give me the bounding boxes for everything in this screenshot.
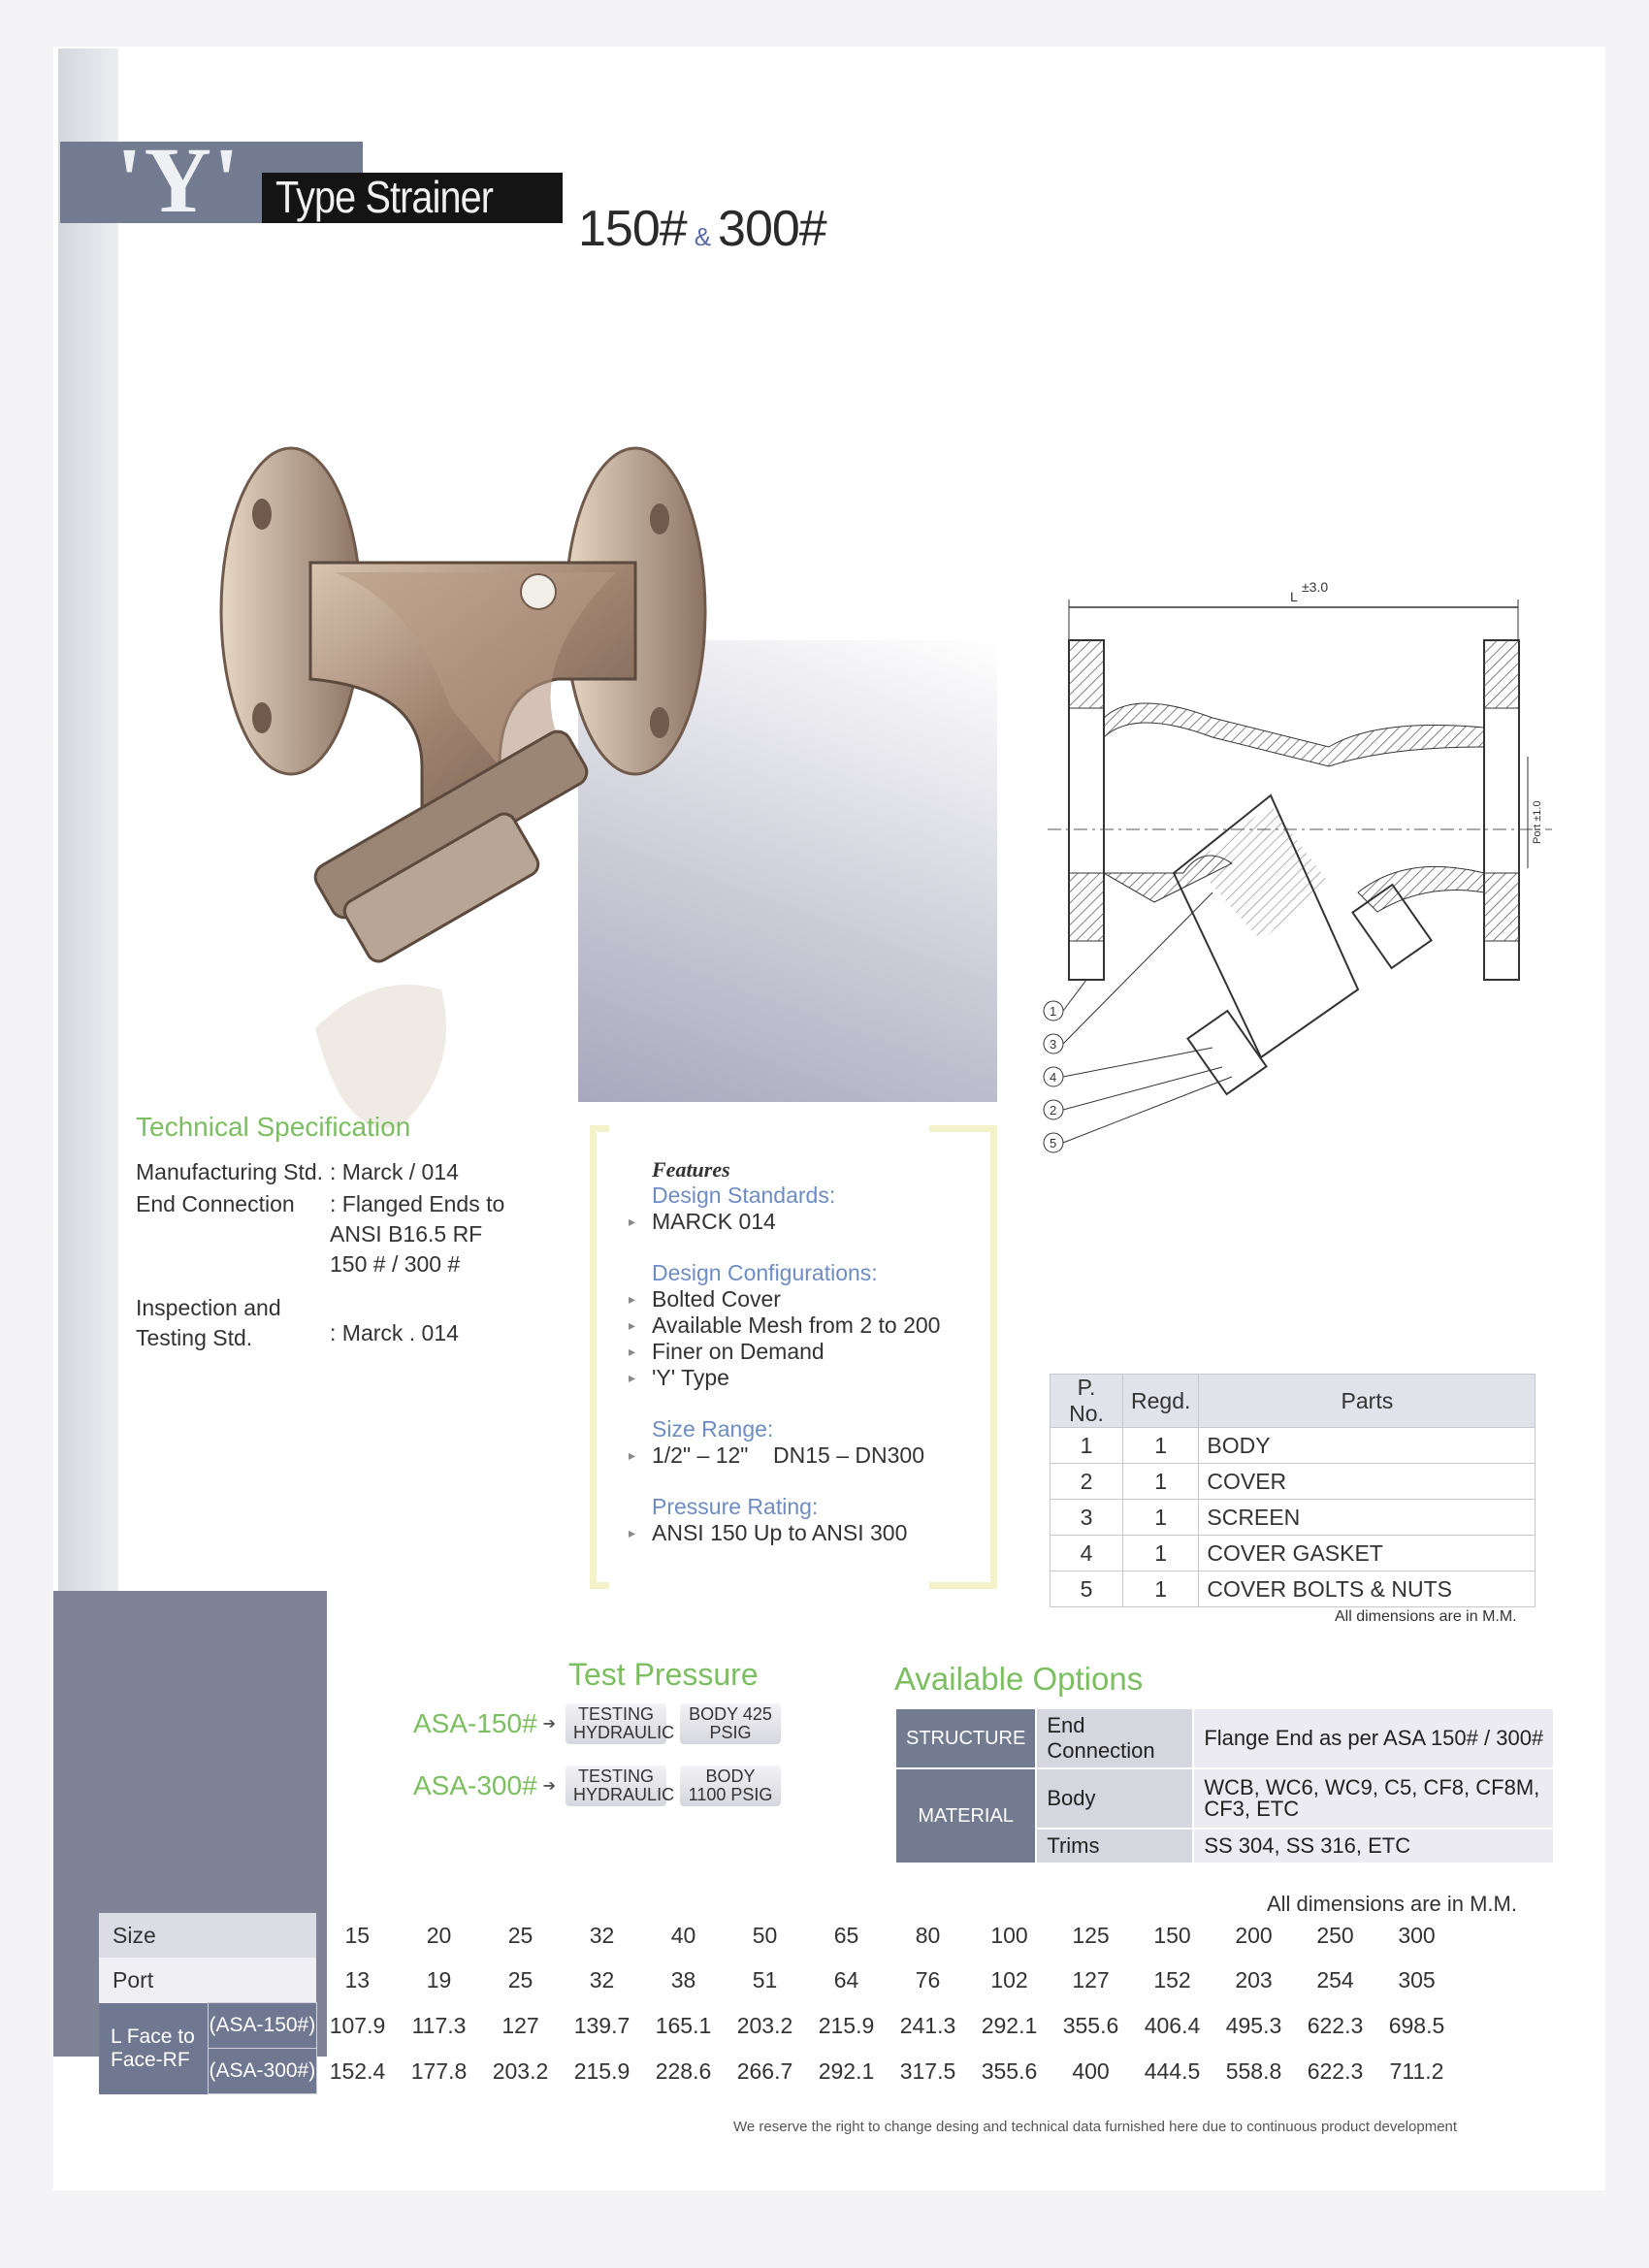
size-label: Size: [99, 1913, 316, 1958]
cell: 4: [1051, 1536, 1123, 1571]
header-class-300: 300#: [718, 201, 826, 257]
cell: SCREEN: [1199, 1500, 1536, 1536]
cell: 5: [1051, 1571, 1123, 1607]
end-connection-value: Flange End as per ASA 150# / 300#: [1193, 1708, 1554, 1768]
face-label: L Face to Face-RF: [99, 2003, 209, 2094]
arrow-icon: ➔: [542, 1716, 557, 1733]
header-pressure-class: [578, 200, 826, 258]
port-cell: 25: [507, 1966, 534, 1993]
port-row: [99, 1958, 1458, 2003]
strainer-section-diagram: [1038, 572, 1562, 1164]
table-row: [895, 1708, 1554, 1768]
port-cell: 32: [589, 1966, 615, 1993]
l300-cell: 215.9: [573, 2057, 630, 2084]
features-content: [619, 1156, 997, 1546]
table-row: [1051, 1500, 1536, 1536]
table-row: [895, 1768, 1554, 1829]
callout-5: 5: [1050, 1136, 1057, 1150]
cell: COVER GASKET: [1199, 1536, 1536, 1571]
left-band: [58, 49, 118, 1591]
structure-cell: STRUCTURE: [895, 1708, 1036, 1768]
footer-disclaimer: We reserve the right to change desing and technical data furnished here due to continuous product development: [733, 2119, 1458, 2135]
material-cell: MATERIAL: [895, 1768, 1036, 1863]
header-title: Type Strainer: [275, 172, 494, 222]
port-cell: 64: [833, 1966, 859, 1993]
l150-cell: 215.9: [818, 2012, 875, 2038]
l300-cell: 558.8: [1225, 2057, 1282, 2084]
cell: COVER: [1199, 1464, 1536, 1500]
header-y-letter: 'Y': [116, 128, 242, 232]
diagram-l-label: L: [1290, 589, 1298, 604]
parts-header: Regd.: [1123, 1375, 1199, 1428]
l300-cell: 622.3: [1307, 2057, 1364, 2084]
features-title: Features: [652, 1157, 730, 1182]
design-configurations-label: Design Configurations:: [652, 1260, 878, 1285]
size-range-label: Size Range:: [652, 1416, 774, 1442]
parts-table: [1050, 1374, 1536, 1607]
port-cell: 127: [1072, 1966, 1110, 1993]
parts-note: All dimensions are in M.M.: [1335, 1608, 1517, 1625]
tech-spec-list: [136, 1157, 543, 1353]
asa150-row: [99, 2003, 1458, 2049]
table-row: [1051, 1428, 1536, 1464]
test-class: ASA-300#: [413, 1770, 537, 1800]
l300-cell: 203.2: [492, 2057, 549, 2084]
size-cell: 25: [507, 1922, 534, 1948]
l300-cell: 355.6: [981, 2057, 1038, 2084]
trims-label: Trims: [1036, 1829, 1193, 1863]
l150-cell: 406.4: [1144, 2012, 1201, 2038]
callout-4: 2: [1050, 1103, 1057, 1118]
size-cell: 250: [1316, 1922, 1354, 1948]
diagram-port-label: Port ±1.0: [1532, 800, 1543, 844]
l150-cell: 107.9: [329, 2012, 386, 2038]
dimensions-table: [99, 1913, 1458, 2094]
port-cell: 305: [1398, 1966, 1436, 1993]
test-type-pill: TESTING HYDRAULIC: [566, 1766, 666, 1806]
l150-cell: 292.1: [981, 2012, 1038, 2038]
port-cell: 13: [344, 1966, 371, 1993]
size-cell: 150: [1153, 1922, 1191, 1948]
test-body-pill: BODY 1100 PSIG: [680, 1766, 781, 1806]
size-cell: 100: [990, 1922, 1028, 1948]
l150-cell: 117.3: [411, 2012, 467, 2038]
cell: 1: [1123, 1464, 1199, 1500]
l300-cell: 317.5: [899, 2057, 956, 2084]
size-cell: 15: [344, 1922, 371, 1948]
size-cell: 65: [833, 1922, 859, 1948]
l150-cell: 139.7: [573, 2012, 630, 2038]
tech-spec-row: [136, 1293, 543, 1353]
feature-item: ▸ Finer on Demand: [619, 1339, 997, 1365]
port-cell: 51: [752, 1966, 778, 1993]
l300-cell: 444.5: [1144, 2057, 1201, 2084]
diagram-tolerance: ±3.0: [1302, 579, 1329, 595]
body-value: WCB, WC6, WC9, C5, CF8, CF8M, CF3, ETC: [1193, 1768, 1554, 1829]
cell: 1: [1123, 1428, 1199, 1464]
tech-spec-value: : Marck . 014: [330, 1320, 459, 1345]
cell: 3: [1051, 1500, 1123, 1536]
parts-header: Parts: [1199, 1375, 1536, 1428]
body-label: Body: [1036, 1768, 1193, 1829]
size-cell: 40: [670, 1922, 696, 1948]
port-cell: 152: [1153, 1966, 1191, 1993]
test-type-pill: TESTING HYDRAULIC: [566, 1703, 666, 1744]
test-class: ASA-150#: [413, 1708, 537, 1738]
arrow-icon: ➔: [542, 1778, 557, 1795]
port-cell: 19: [426, 1966, 452, 1993]
test-body-pill: BODY 425 PSIG: [680, 1703, 781, 1744]
l150-cell: 241.3: [899, 2012, 956, 2038]
l150-cell: 698.5: [1388, 2012, 1445, 2038]
feature-item: ▸ 'Y' Type: [619, 1365, 997, 1391]
trims-value: SS 304, SS 316, ETC: [1193, 1829, 1554, 1863]
port-label: Port: [99, 1958, 316, 2003]
size-cell: 200: [1235, 1922, 1273, 1948]
callout-3: 4: [1050, 1070, 1057, 1085]
asa150-label: (ASA-150#): [209, 2003, 316, 2049]
l300-cell: 228.6: [655, 2057, 712, 2084]
callout-2: 3: [1050, 1037, 1057, 1052]
l300-cell: 177.8: [410, 2057, 468, 2084]
port-cell: 76: [915, 1966, 941, 1993]
feature-item: ▸ ANSI 150 Up to ANSI 300: [619, 1520, 997, 1546]
dimensions-note: All dimensions are in M.M.: [1267, 1892, 1517, 1916]
test-pressure-row: [413, 1766, 794, 1806]
l150-cell: 127: [501, 2012, 539, 2038]
l150-cell: 203.2: [736, 2012, 793, 2038]
l150-cell: 165.1: [655, 2012, 712, 2038]
port-cell: 38: [670, 1966, 696, 1993]
end-connection-label: End Connection: [1036, 1708, 1193, 1768]
tech-spec-key: Manufacturing Std.: [136, 1159, 324, 1184]
cell: 1: [1051, 1428, 1123, 1464]
size-cell: 20: [426, 1922, 452, 1948]
l300-cell: 152.4: [329, 2057, 386, 2084]
header-class-150: 150#: [578, 201, 687, 257]
table-row: [1051, 1536, 1536, 1571]
header-amp: &: [694, 222, 711, 251]
parts-header-row: [1051, 1375, 1536, 1428]
cell: 1: [1123, 1500, 1199, 1536]
design-standards-label: Design Standards:: [652, 1183, 836, 1208]
test-pressure-row: [413, 1703, 794, 1744]
size-cell: 80: [915, 1922, 941, 1948]
feature-item: ▸ Available Mesh from 2 to 200: [619, 1312, 997, 1339]
cell: 2: [1051, 1464, 1123, 1500]
feature-item: ▸ Bolted Cover: [619, 1286, 997, 1312]
test-pressure-title: Test Pressure: [568, 1657, 759, 1692]
bracket-left: [590, 1125, 609, 1589]
tech-spec-value: : Marck / 014: [330, 1159, 459, 1184]
available-options-table: [894, 1707, 1555, 1864]
tech-spec-key: Inspection and Testing Std.: [136, 1295, 281, 1350]
port-cell: 102: [990, 1966, 1028, 1993]
asa300-row: [99, 2049, 1458, 2094]
port-cell: 203: [1235, 1966, 1273, 1993]
parts-header: P. No.: [1051, 1375, 1123, 1428]
cell: BODY: [1199, 1428, 1536, 1464]
size-row: [99, 1913, 1458, 1958]
size-cell: 300: [1398, 1922, 1436, 1948]
feature-item: ▸ MARCK 014: [619, 1209, 997, 1235]
cell: 1: [1123, 1536, 1199, 1571]
l300-cell: 400: [1072, 2057, 1110, 2084]
callout-1: 1: [1050, 1004, 1057, 1019]
l300-cell: 711.2: [1389, 2057, 1444, 2084]
l150-cell: 622.3: [1307, 2012, 1364, 2038]
l300-cell: 292.1: [818, 2057, 875, 2084]
pressure-rating-label: Pressure Rating:: [652, 1494, 819, 1519]
table-row: [1051, 1571, 1536, 1607]
tech-spec-value: : Flanged Ends to ANSI B16.5 RF 150 # / 300 #: [330, 1191, 505, 1277]
table-row: [1051, 1464, 1536, 1500]
l300-cell: 266.7: [736, 2057, 793, 2084]
size-cell: 125: [1072, 1922, 1110, 1948]
strainer-photo: [209, 446, 888, 1164]
tech-spec-title: Technical Specification: [136, 1112, 411, 1142]
features-box: [590, 1125, 997, 1589]
l150-cell: 495.3: [1225, 2012, 1282, 2038]
cell: COVER BOLTS & NUTS: [1199, 1571, 1536, 1607]
tech-spec-key: End Connection: [136, 1191, 295, 1216]
available-options-title: Available Options: [894, 1661, 1144, 1697]
feature-item: ▸ 1/2" – 12" DN15 – DN300: [619, 1442, 997, 1469]
size-cell: 50: [752, 1922, 778, 1948]
cell: 1: [1123, 1571, 1199, 1607]
l150-cell: 355.6: [1062, 2012, 1119, 2038]
size-cell: 32: [589, 1922, 615, 1948]
tech-spec-row: [136, 1157, 543, 1187]
asa300-label: (ASA-300#): [209, 2049, 316, 2094]
port-cell: 254: [1316, 1966, 1354, 1993]
tech-spec-row: [136, 1189, 543, 1280]
